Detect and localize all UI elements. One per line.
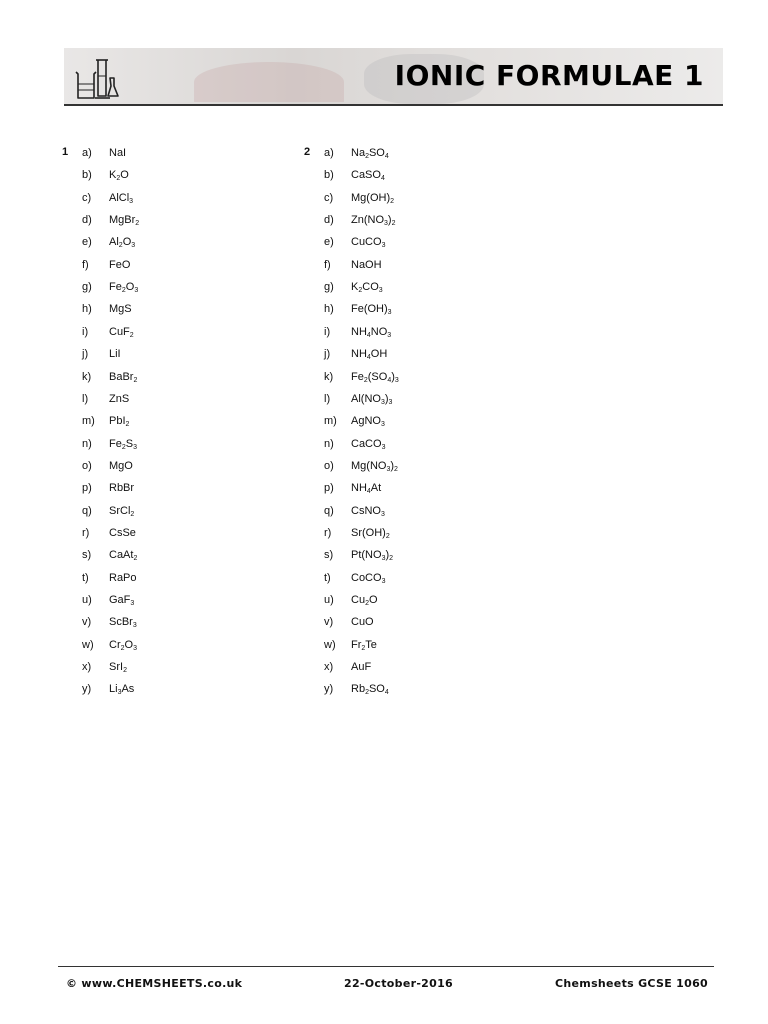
item-label: o) — [82, 459, 92, 472]
item-formula: AgNO$_3$ — [351, 415, 385, 429]
item-formula: $Cu_2O$ — [351, 594, 378, 607]
item-label: k) — [82, 370, 92, 383]
item-formula: NaOH — [351, 258, 382, 271]
item-label: y) — [82, 683, 92, 696]
lab-glassware-icon — [72, 56, 122, 102]
item-formula: $Fr_2Te$ — [351, 638, 377, 652]
question-number: 2 — [304, 146, 311, 158]
banner-background-blob — [194, 62, 344, 102]
item-formula: $Fe_2S_3$ — [109, 437, 137, 451]
item-formula: AlCl$_3$ — [109, 191, 134, 205]
item-formula: SrCl$_2$ — [109, 504, 135, 518]
item-formula: $NH_4OH$ — [351, 348, 388, 362]
item-label: n) — [324, 437, 334, 450]
item-formula: CaSO$_4$ — [351, 169, 385, 183]
item-label: n) — [82, 437, 92, 450]
item-label: u) — [324, 594, 334, 606]
item-formula: NaI — [109, 147, 127, 159]
item-label: x) — [324, 661, 334, 674]
item-formula: $Al_2O_3$ — [109, 236, 136, 250]
item-formula: $Fe_2(SO_4)_3$ — [351, 370, 399, 384]
item-formula: $NH_4At$ — [351, 482, 382, 496]
footer-website: © www.CHEMSHEETS.co.uk — [66, 977, 243, 990]
item-label: k) — [324, 370, 334, 383]
item-label: p) — [324, 482, 334, 495]
item-label: o) — [324, 459, 334, 472]
item-formula: CuF$_2$ — [109, 325, 134, 339]
item-formula: ZnS — [109, 392, 130, 405]
item-formula: $Zn(NO_3)_2$ — [351, 214, 396, 228]
item-label: x) — [82, 661, 92, 674]
item-formula: CsNO$_3$ — [351, 504, 385, 518]
item-formula: FeO — [109, 258, 131, 271]
item-label: g) — [324, 281, 334, 294]
item-formula: LiI — [109, 348, 121, 361]
item-formula: MgBr$_2$ — [109, 214, 140, 228]
item-label: g) — [82, 281, 92, 294]
item-formula: $Na_2SO_4$ — [351, 147, 389, 160]
item-label: q) — [82, 504, 92, 517]
item-label: v) — [82, 616, 92, 629]
item-formula: AuF — [351, 661, 372, 674]
item-label: s) — [324, 549, 334, 562]
item-formula: $Fe_2O_3$ — [109, 281, 139, 295]
item-formula: PbI$_2$ — [109, 415, 130, 429]
item-label: u) — [82, 594, 92, 606]
item-label: a) — [324, 147, 334, 159]
item-label: t) — [324, 571, 331, 584]
item-label: b) — [324, 169, 334, 182]
item-label: l) — [324, 392, 331, 405]
item-formula: GaF$_3$ — [109, 594, 135, 607]
item-label: l) — [82, 392, 89, 405]
item-formula: $Mg(NO_3)_2$ — [351, 459, 398, 473]
item-formula: $Al(NO_3)_3$ — [351, 392, 393, 406]
item-label: d) — [324, 214, 334, 227]
item-formula: $K_2CO_3$ — [351, 281, 383, 295]
item-label: j) — [324, 348, 331, 361]
item-label: p) — [82, 482, 92, 495]
item-label: t) — [82, 571, 89, 584]
item-formula: $Rb_2SO_4$ — [351, 683, 389, 697]
item-formula: CoCO$_3$ — [351, 571, 386, 585]
item-label: f) — [324, 258, 331, 271]
item-label: h) — [324, 303, 334, 316]
item-label: a) — [82, 147, 92, 159]
item-formula: MgS — [109, 303, 132, 316]
header-divider — [64, 104, 723, 106]
item-formula: CuO — [351, 616, 374, 629]
item-formula: $K_2O$ — [109, 169, 129, 183]
item-label: d) — [82, 214, 92, 227]
item-label: i) — [82, 325, 89, 338]
item-label: m) — [82, 415, 95, 428]
item-formula: ScBr$_3$ — [109, 616, 137, 630]
item-formula: $Mg(OH)_2$ — [351, 191, 395, 205]
item-label: e) — [82, 236, 92, 249]
item-formula: BaBr$_2$ — [109, 370, 138, 384]
item-label: f) — [82, 258, 89, 271]
item-label: q) — [324, 504, 334, 517]
item-formula: CaAt$_2$ — [109, 549, 138, 563]
item-label: r) — [324, 526, 332, 539]
question-number: 1 — [62, 146, 69, 158]
item-label: m) — [324, 415, 337, 428]
item-label: h) — [82, 303, 92, 316]
item-formula: $Li_3As$ — [109, 683, 135, 697]
item-label: e) — [324, 236, 334, 249]
item-label: v) — [324, 616, 334, 629]
item-label: r) — [82, 526, 90, 539]
item-formula: $Pt(NO_3)_2$ — [351, 549, 394, 563]
footer-date: 22-October-2016 — [344, 977, 453, 990]
item-formula: $Fe(OH)_3$ — [351, 303, 392, 317]
item-formula: CuCO$_3$ — [351, 236, 386, 250]
item-label: b) — [82, 169, 92, 182]
item-label: w) — [82, 638, 94, 651]
item-label: c) — [324, 191, 334, 204]
item-label: j) — [82, 348, 89, 361]
item-formula: $Cr_2O_3$ — [109, 638, 137, 652]
item-formula: $Sr(OH)_2$ — [351, 526, 390, 540]
item-formula: CsSe — [109, 526, 136, 539]
item-label: i) — [324, 325, 331, 338]
footer-divider — [58, 966, 714, 967]
item-label: c) — [82, 191, 92, 204]
item-formula: RbBr — [109, 482, 135, 495]
item-label: y) — [324, 683, 334, 696]
footer-reference: Chemsheets GCSE 1060 — [555, 977, 708, 990]
item-label: s) — [82, 549, 92, 562]
page-title: IONIC FORMULAE 1 — [394, 59, 704, 92]
item-formula: CaCO$_3$ — [351, 437, 386, 451]
item-formula: RaPo — [109, 571, 137, 584]
item-formula: SrI$_2$ — [109, 661, 127, 675]
item-formula: $NH_4NO_3$ — [351, 325, 392, 339]
item-formula: MgO — [109, 459, 133, 472]
item-label: w) — [324, 638, 336, 651]
